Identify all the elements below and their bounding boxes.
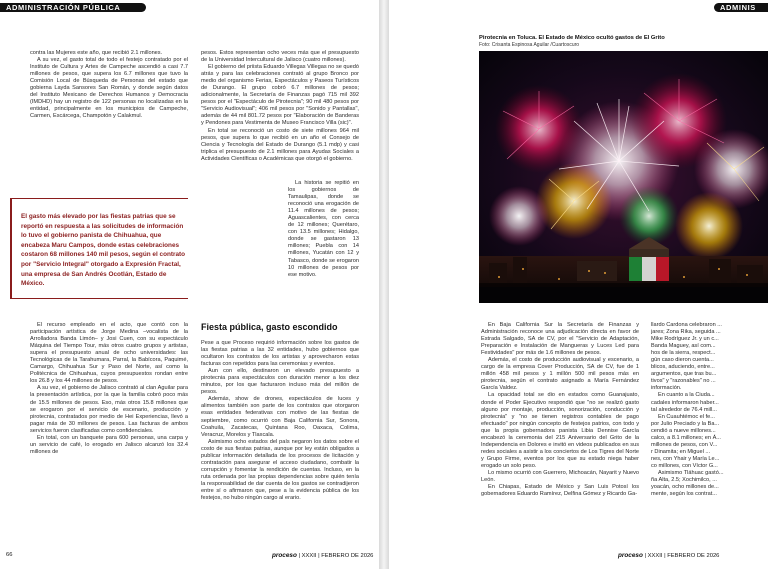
left-col1-top [30,50,188,193]
text-line: Mike Rodríguez Jr. y un c... [651,336,719,343]
text-line: hos de la sierra, respect... [651,350,716,357]
left-col2-inset [288,180,359,310]
page-gutter [379,0,389,569]
pull-quote [10,198,188,299]
paragraph: El gobierno del priista Eduardo Villegas Villegas no se quedó atrás y para las celebraciones contrató al grupo Bronco por medio del organismo Ferias, Espectáculos y Paseos Turísticos de Durango. El grupo cobró 6.7 millones de pesos; adicionalmente, la Secretaría de Finanzas pagó 715 mil 392 pesos por el "Espectáculo de Pirotecnia"; 90 mil 480 pesos por "Servicio Audiovisual"; 406 mil pesos por "Sonido y Pantallas", además de 44 mil 801.72 pesos por "Elaboración de Banderas y Pendones para Vestimenta de Museo Francisco Villa (sic)". [201,64,359,127]
text-line: cadales informaron haber... [651,399,719,406]
text-line: Asimismo Tláhuac gastó... [658,469,724,476]
right-col2 [651,322,768,546]
section-label: ADMINIS [714,3,768,12]
paragraph: Además, show de drones, espectáculos de luces y alimentos también son parte de los contratos que otorgaron esas entidades federativas con motivo de las fiestas de septiembre, como ocurrió con Baja California Sur, Sonora, Coahuila, Zacatecas, Quintana Roo, Oaxaca, Colima, Veracruz, Morelos y Tlaxcala. [201,396,359,438]
right-col1 [481,322,639,546]
section-subhead: Fiesta pública, gasto escondido [201,322,338,332]
issue-date: FEBRERO DE 2026 [667,553,720,559]
text-line: calco, a 8.1 millones; en Á... [651,434,721,441]
left-col1-bottom [30,322,188,546]
left-page [0,0,379,569]
paragraph: contra las Mujeres este año, que recibió 2.1 millones. [30,50,163,56]
issue-number: XXXII [647,553,663,559]
paragraph: La opacidad total se dio en estados como Guanajuato, donde el Poder Ejecutivo respondió que "no se realizó gasto alguno por montaje, producción, sonorización, conducción y pirotecnia" y "no se tienen registros contables de pago efectuado" por ningún concepto de festejos patrios, con todo y que la propia gobernadora panista Libia Dennise García encabezó la ceremonia del 215 Aniversario del Grito de la Independencia en Dolores e invitó en videos publicados en sus redes sociales a asistir a los conciertos de Los Tigres del Norte y Grupo Firme, eventos por los que su estado niega haber erogado un solo peso. [481,392,639,469]
text-line: ña Alta, 2.5; Xochimilco, ... [651,477,717,484]
text-line: argumentos, que tras bu... [651,371,717,378]
text-line: co millones, con Víctor G... [651,462,718,469]
text-line: jares; Zona Rika, seguida ... [651,329,721,336]
paragraph: Asimismo ocho estados del país negaron los datos sobre el costo de sus fiestas patrias, aunque por ley están obligados a publicar información detallada de los procesos de licitación y contratación para asegurar el acceso ciudadano, combatir la corrupción y fomentar la rendición de cuentas. Incluso, en la ruta ordenada por las propias dependencias sobre quién tenía la responsabilidad de dar cuenta de los gastos se contradijeron entre sí o afirmaron que, pese a la evidencia pública de los festejos, no hubo ningún cargo al erario. [201,438,359,502]
paragraph: A su vez, el gasto total de todo el festejo contratado por el Instituto de Cultura y Artes de Campeche ascendió a casi 7.7 millones de pesos, que supera los 6.7 millones que tuvo la Comisión Local de Búsqueda de Personas del estado que gobierna Layda Sansores San Román, y donde según datos del Instituto Mexicano de Derechos Humanos y Democracia (IMDHD) hay un registro de 122 personas no localizadas en la entidad, principalmente en los municipios de Campeche, Carmen, Escárcega, Champotón y Calakmul. [30,57,188,120]
text-line: Banda Maguey, así com... [651,343,716,350]
page-number: 66 [6,552,13,558]
issue-date: FEBRERO DE 2026 [321,553,374,559]
text-line: yoacán, ocho millones de... [651,484,719,491]
text-line: tal alrededor de 76.4 mill... [651,406,717,413]
brand-name: proceso [618,552,643,559]
left-col2-top [201,50,359,180]
text-line: nes, con Yhair y María Le... [651,455,720,462]
text-line: cendió a nueve millones... [651,427,716,434]
paragraph: A su vez, el gobierno de Jalisco contrató al clan Aguilar para la presentación artística, por la que la familia cobró poco más de 15.5 millones de pesos. Eso, más otros 15.8 millones que se erogaron por el servicio de escenario, producción y pirotecnia, contratados por medio de Hei Experiencias, llevó a pagar más de 30 millones de pesos. Las facturas de ambos servicios fueron clasificadas como confidenciales. [30,385,188,434]
text-line: gún caso dieron cuenta... [651,357,714,364]
photo-credit: Foto: Crisanta Espinosa Aguilar /Cuartoscuro [479,42,580,48]
paragraph: pesos. Estos representan ocho veces más que el presupuesto de la Universidad Intercultural de Jalisco (cuatro millones). [201,50,359,64]
folio-line: proceso | XXXII | FEBRERO DE 2026 [618,552,720,559]
photo-title: Pirotecnia en Toluca. El Estado de México ocultó gastos de El Grito [479,35,665,41]
text-line: blicos, aduciendo, entre... [651,364,715,371]
text-line: llardo Cardona celebraron ... [651,322,722,328]
left-col2-bottom [201,340,359,546]
section-label: ADMINISTRACIÓN PÚBLICA [0,3,146,12]
brand-name: proceso [272,552,297,559]
paragraph: Lo mismo ocurrió con Guerrero, Michoacán, Nayarit y Nuevo León. [481,469,639,484]
paragraph: En Baja California Sur la Secretaría de Finanzas y Administración reconoce una adjudicación directa en favor de Estrada Salgado, SA de CV, por el "Servicio de Adaptación, Preparación e Instalación de Mangueras y Luces Led para Festividades" por más de 1.6 millones de pesos. [481,322,639,357]
text-line: tivos" y "razonables" no ... [651,378,716,385]
text-line: información. [651,385,682,392]
issue-number: XXXII [301,553,317,559]
paragraph: En Chiapas, Estado de México y San Luis Potosí los gobernadores Eduardo Ramírez, Delfina Gómez y Ricardo Ga- [481,484,639,498]
paragraph: En total se reconoció un costo de siete millones 964 mil pesos, que supera lo que recibió en un año el Consejo de Ciencia y Tecnología del Estado de Durango (5.1 mdp) y casi triplica el presupuesto de 2.1 millones para Ayudas Sociales a Actividades Científicas o Académicas que otorgó el gobierno. [201,127,359,162]
text-line: En Cuauhtémoc el fe... [658,413,715,420]
paragraph: El recurso empleado en el acto, que contó con la participación artística de Jorge Medina –vocalista de la Arrolladora Banda Limón– y Josi Cuen, con su espectáculo Máquina del Tiempo Tour, más otros cuatro grupos y artistas, supera el presupuesto anual de ocho universidades: las Tecnológicas de la Tarahumara, Parral, la Babícora, Paquimé, Camargo, Chihuahua Sur y Paso del Norte, así como la Politécnica de Chihuahua, cuyos presupuestos rondan entre los 26.8 y los 44 millones de pesos. [30,322,188,385]
paragraph: La historia se repitió en los gobiernos de Tamaulipas, donde se reconoció una erogación de 11.4 millones de pesos; Aguascalientes, con cerca de 12 millones; Querétaro, con 13.5 millones; Hidalgo, donde se gastaron 13 millones; Puebla con 14 millones, Yucatán con 12 y Tabasco, donde se erogaron 10 millones de pesos por ese motivo. [288,180,359,278]
pull-quote-text: El gasto más elevado por las fiestas patrias que se reportó en respuesta a las solicitudes de información lo tuvo el gobierno panista de Chihuahua, que encabeza Maru Campos, donde estas celebraciones costaron 68 millones 140 mil pesos, según el contrato por "Servicio Integral" otorgado a Expresión Fractal, una empresa de San Andrés Ocotlán, Estado de México. [21,213,186,288]
folio-line: proceso | XXXII | FEBRERO DE 2026 [272,552,374,559]
paragraph: En total, con un banquete para 600 personas, una carpa y un servicio de café, lo erogado en Jalisco alcanzó los 32.4 millones de [30,434,188,455]
paragraph: Pese a que Proceso requirió información sobre los gastos de las fiestas patrias a las 32 entidades, hubo gobiernos que ocultaron los contratos de los artistas y aprovecharon estas facturas con repetidos para las ceremonias y eventos. [201,340,359,368]
fireworks-photo [479,51,768,303]
fireworks-image [479,51,768,303]
text-line: por Julio Preciado y la Ba... [651,420,720,427]
paragraph: Aun con ello, destinaron un elevado presupuesto a pirotecnia para espectáculos con duración menor a los diez minutos, por los que facturaron incluso más del millón de pesos. [201,368,359,396]
paragraph: Además, el costo de producción audiovisual y escenario, a cargo de la empresa Cover Producción, SA de CV, fue de 1 millón 458 mil pesos y 1 millón 500 mil pesos más en pirotecnia, según el contrato asignado a María Fernández García Valdez. [481,357,639,392]
right-page [389,0,768,569]
text-line: mente, según los contrat... [651,491,717,498]
text-line: En cuanto a la Ciuda... [658,392,715,399]
text-line: r Dinamita; en Miguel ... [651,448,711,455]
text-line: millones de pesos, con V... [651,441,718,448]
